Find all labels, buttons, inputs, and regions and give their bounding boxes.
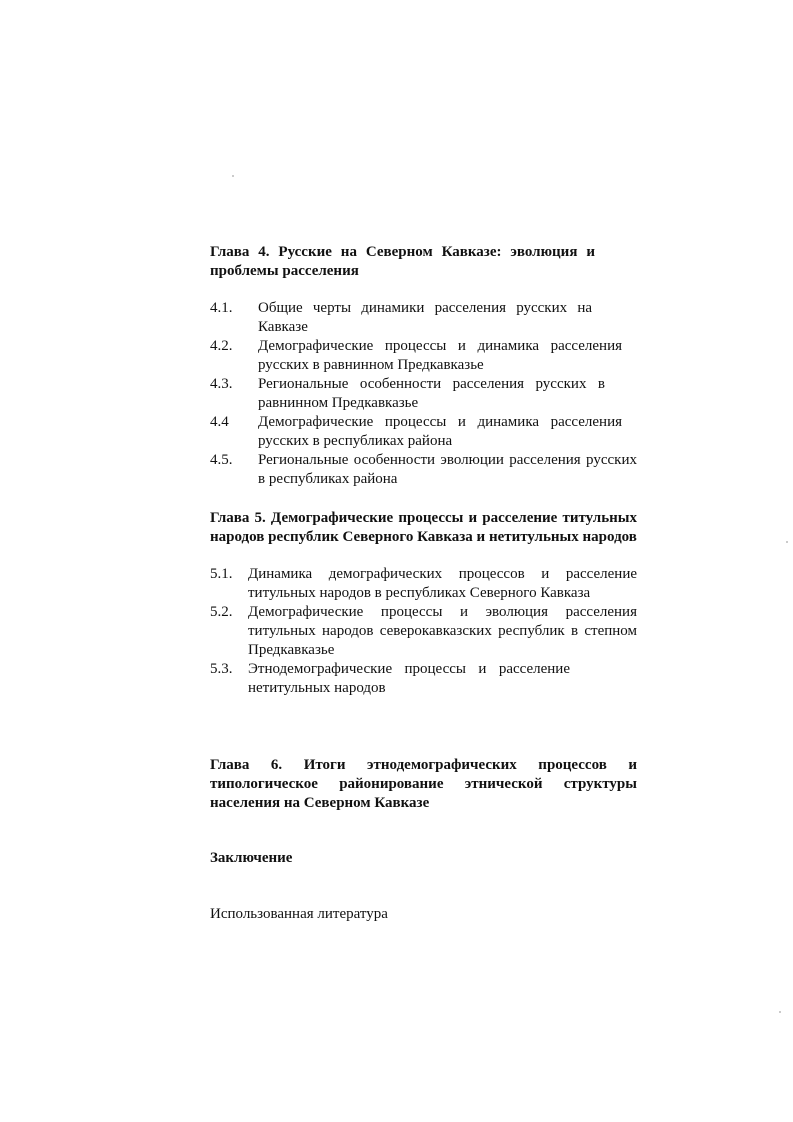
toc-item-text: Демографические процессы и динамика расселения русских в республиках района bbox=[258, 414, 622, 449]
toc-item-number: 5.3. bbox=[210, 661, 233, 677]
scan-speck bbox=[786, 541, 788, 543]
toc-item-text: Демографические процессы и эволюция расселения титульных народов северокавказских республик в степном Предкавказье bbox=[248, 604, 637, 658]
chapter-6-section bbox=[210, 756, 637, 813]
references-section bbox=[210, 905, 637, 924]
toc-item-number: 4.4 bbox=[210, 414, 229, 430]
toc-item-text: Демографические процессы и динамика расселения русских в равнинном Предкавказье bbox=[258, 338, 622, 373]
toc-item-number: 4.5. bbox=[210, 452, 233, 468]
conclusion-title: Заключение bbox=[210, 850, 293, 866]
chapter-4-section bbox=[210, 243, 637, 489]
toc-item-4-5 bbox=[210, 451, 637, 489]
chapter-5-section bbox=[210, 509, 637, 698]
scan-speck bbox=[232, 175, 234, 177]
toc-item-text: Региональные особенности эволюции расселения русских в республиках района bbox=[258, 452, 637, 487]
toc-item-4-4 bbox=[210, 413, 622, 451]
toc-item-text: Динамика демографических процессов и расселение титульных народов в республиках Северного Кавказа bbox=[248, 566, 637, 601]
toc-item-5-2 bbox=[210, 603, 637, 660]
chapter-4-title: Глава 4. Русские на Северном Кавказе: эволюция и проблемы расселения bbox=[210, 244, 595, 279]
toc-item-5-3 bbox=[210, 660, 570, 698]
toc-item-number: 4.2. bbox=[210, 338, 233, 354]
toc-item-text: Региональные особенности расселения русских в равнинном Предкавказье bbox=[258, 376, 605, 411]
chapter-5-title: Глава 5. Демографические процессы и расселение титульных народов республик Северного Кавказа и нетитульных народов bbox=[210, 510, 637, 545]
toc-item-text: Этнодемографические процессы и расселение нетитульных народов bbox=[248, 661, 570, 696]
toc-item-5-1 bbox=[210, 565, 637, 603]
toc-item-number: 4.1. bbox=[210, 300, 233, 316]
toc-item-4-1 bbox=[210, 299, 592, 337]
toc-item-4-2 bbox=[210, 337, 622, 375]
toc-item-text: Общие черты динамики расселения русских на Кавказе bbox=[258, 300, 592, 335]
toc-item-number: 5.1. bbox=[210, 566, 233, 582]
toc-item-4-3 bbox=[210, 375, 605, 413]
scan-speck bbox=[779, 1011, 781, 1013]
toc-item-number: 5.2. bbox=[210, 604, 233, 620]
chapter-6-title: Глава 6. Итоги этнодемографических процессов и типологическое районирование этнической структуры населения на Северном Кавказе bbox=[210, 757, 637, 811]
toc-item-number: 4.3. bbox=[210, 376, 233, 392]
references-title: Использованная литература bbox=[210, 906, 388, 922]
conclusion-section bbox=[210, 849, 637, 868]
